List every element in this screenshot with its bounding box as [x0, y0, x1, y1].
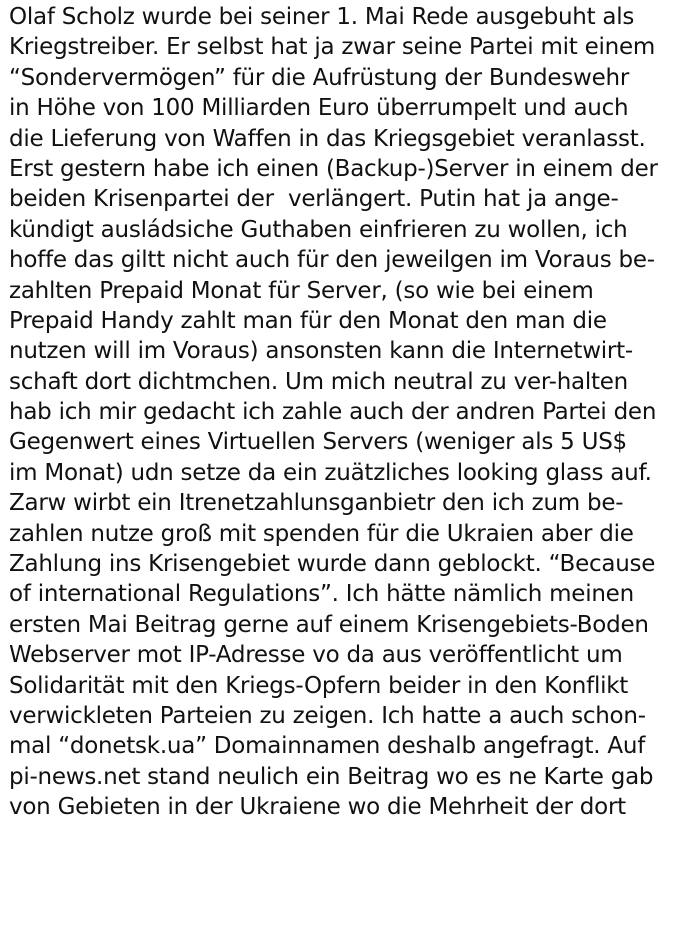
- text-line: kündigt ausládsiche Guthaben einfrieren zu wollen, ich: [9, 216, 628, 243]
- text-line: die Lieferung von Waffen in das Kriegsgebiet veranlasst.: [9, 125, 646, 152]
- body-text: [9, 2, 681, 823]
- text-line: schaft dort dichtmchen. Um mich neutral zu ver-halten: [9, 368, 629, 395]
- text-line: hab ich mir gedacht ich zahle auch der andren Partei den: [9, 399, 657, 426]
- text-line: Olaf Scholz wurde bei seiner 1. Mai Rede ausgebuht als: [9, 4, 635, 30]
- text-line: Webserver mot IP-Adresse vo da aus veröffentlicht um: [9, 642, 623, 669]
- text-line: beiden Krisenpartei der verlängert. Putin hat ja ange-: [9, 186, 619, 213]
- text-line: im Monat) udn setze da ein zuätzliches looking glass auf.: [9, 459, 652, 486]
- text-line: pi-news.net stand neulich ein Beitrag wo es ne Karte gab: [9, 763, 654, 790]
- text-line: Zahlung ins Krisengebiet wurde dann geblockt. “Because: [9, 551, 656, 578]
- text-line: zahlten Prepaid Monat für Server, (so wie bei einem: [9, 277, 594, 304]
- text-line: ersten Mai Beitrag gerne auf einem Krisengebiets-Boden: [9, 611, 649, 638]
- text-line: in Höhe von 100 Milliarden Euro überrumpelt und auch: [9, 95, 629, 122]
- text-line: of international Regulations”. Ich hätte nämlich meinen: [9, 581, 634, 608]
- text-line: Solidarität mit den Kriegs-Opfern beider in den Konflikt: [9, 672, 629, 699]
- text-line: von Gebieten in der Ukraiene wo die Mehrheit der dort: [9, 794, 626, 821]
- text-line: mal “donetsk.ua” Domainnamen deshalb angefragt. Auf: [9, 733, 646, 760]
- text-line: Gegenwert eines Virtuellen Servers (weniger als 5 US$: [9, 429, 627, 456]
- text-line: zahlen nutze groß mit spenden für die Ukraien aber die: [9, 520, 634, 547]
- text-line: verwickleten Parteien zu zeigen. Ich hatte a auch schon-: [9, 702, 646, 729]
- text-line: “Sondervermögen” für die Aufrüstung der Bundeswehr: [9, 64, 630, 91]
- text-line: Zarw wirbt ein Itrenetzahlunsganbietr den ich zum be-: [9, 490, 624, 517]
- text-line: hoffe das giltt nicht auch für den jeweilgen im Voraus be-: [9, 247, 655, 274]
- text-line: Erst gestern habe ich einen (Backup-)Server in einem der: [9, 155, 658, 182]
- text-line: Prepaid Handy zahlt man für den Monat den man die: [9, 307, 607, 334]
- text-line: Kriegstreiber. Er selbst hat ja zwar seine Partei mit einem: [9, 34, 656, 61]
- text-line: nutzen will im Voraus) ansonsten kann die Internetwirt-: [9, 338, 633, 365]
